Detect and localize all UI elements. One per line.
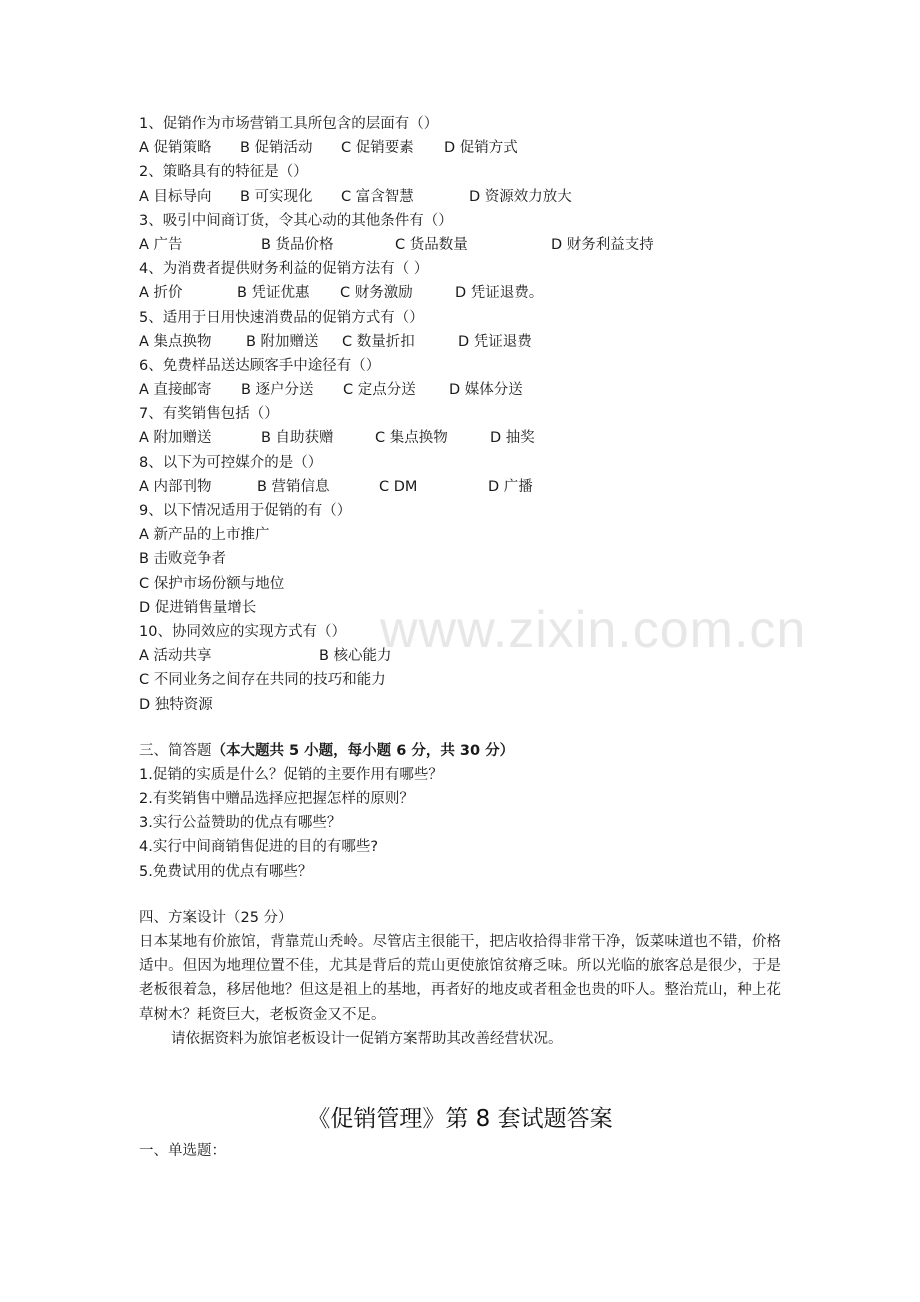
option: D 独特资源 bbox=[139, 696, 213, 713]
option: C 不同业务之间存在共同的技巧和能力 bbox=[139, 672, 386, 689]
question-2 bbox=[139, 160, 789, 208]
option: A 直接邮寄 bbox=[139, 382, 212, 399]
question-stem: 1、促销作为市场营销工具所包含的层面有（） bbox=[139, 116, 439, 132]
option: C 促销要素 bbox=[341, 140, 414, 157]
question-stem: 5、适用于日用快速消费品的促销方式有（） bbox=[139, 309, 424, 326]
option: B 核心能力 bbox=[319, 648, 392, 665]
option: A 附加赠送 bbox=[139, 430, 212, 447]
option: C 数量折扣 bbox=[342, 333, 415, 350]
option-row bbox=[139, 281, 789, 305]
short-answer-item: 5.免费试用的优点有哪些？ bbox=[139, 863, 313, 880]
option: C 保护市场份额与地位 bbox=[139, 575, 285, 592]
case-task: 请依据资料为旅馆老板设计一促销方案帮助其改善经营状况。 bbox=[171, 1030, 563, 1047]
option: B 凭证优惠 bbox=[237, 285, 310, 302]
section-heading-prefix: 三、简答题 bbox=[139, 742, 212, 759]
option: A 内部刊物 bbox=[139, 478, 212, 495]
option: B 可实现化 bbox=[240, 188, 313, 205]
option: D 凭证退费。 bbox=[455, 285, 544, 302]
section-case-design bbox=[139, 906, 789, 1051]
section-heading: 四、方案设计（25 分） bbox=[139, 909, 293, 926]
question-stem: 4、为消费者提供财务利益的促销方法有（ ） bbox=[139, 261, 429, 278]
option: A 促销策略 bbox=[139, 140, 212, 157]
option: A 广告 bbox=[139, 236, 183, 253]
question-6 bbox=[139, 354, 789, 402]
question-stem: 10、协同效应的实现方式有（） bbox=[139, 623, 346, 640]
option-row bbox=[139, 185, 789, 209]
option: D 财务利益支持 bbox=[551, 236, 654, 253]
option-row bbox=[139, 475, 789, 499]
short-answer-item: 2.有奖销售中赠品选择应把握怎样的原则？ bbox=[139, 791, 414, 808]
short-answer-item: 4.实行中间商销售促进的目的有哪些? bbox=[139, 839, 379, 856]
option: C DM bbox=[379, 478, 418, 495]
option-row bbox=[139, 233, 789, 257]
option: A 活动共享 bbox=[139, 648, 212, 665]
option: D 媒体分送 bbox=[449, 382, 523, 399]
short-answer-item: 3.实行公益赞助的优点有哪些？ bbox=[139, 815, 342, 832]
short-answer-item: 1.促销的实质是什么？促销的主要作用有哪些？ bbox=[139, 766, 443, 783]
option: B 逐户分送 bbox=[241, 382, 314, 399]
section-heading-detail: （本大题共 5 小题，每小题 6 分，共 30 分） bbox=[211, 742, 515, 759]
question-8 bbox=[139, 451, 789, 499]
question-stem: 7、有奖销售包括（） bbox=[139, 406, 279, 423]
option: D 广播 bbox=[488, 478, 533, 495]
option: B 货品价格 bbox=[261, 236, 334, 253]
option: A 折价 bbox=[139, 285, 183, 302]
option-row bbox=[139, 330, 789, 354]
question-3 bbox=[139, 209, 789, 257]
option: C 富含智慧 bbox=[341, 188, 414, 205]
option: A 新产品的上市推广 bbox=[139, 527, 270, 544]
option: B 营销信息 bbox=[257, 478, 330, 495]
option: C 财务激励 bbox=[340, 285, 413, 302]
option-row bbox=[139, 644, 789, 668]
question-stem: 2、策略具有的特征是（） bbox=[139, 164, 308, 181]
option: D 促进销售量增长 bbox=[139, 599, 257, 616]
multiple-choice-list bbox=[139, 112, 789, 499]
question-7 bbox=[139, 402, 789, 450]
section-short-answer bbox=[139, 739, 789, 884]
option: B 自助获赠 bbox=[261, 430, 334, 447]
option: C 定点分送 bbox=[343, 382, 416, 399]
question-1 bbox=[139, 112, 789, 160]
option-row bbox=[139, 136, 789, 160]
option: C 货品数量 bbox=[395, 236, 468, 253]
section-heading bbox=[139, 739, 789, 763]
option-row bbox=[139, 378, 789, 402]
answer-key-title: 《促销管理》第 8 套试题答案 bbox=[307, 1106, 613, 1132]
question-5 bbox=[139, 306, 789, 354]
option: C 集点换物 bbox=[375, 430, 448, 447]
question-9 bbox=[139, 499, 789, 620]
question-10 bbox=[139, 620, 789, 717]
option: B 促销活动 bbox=[240, 140, 313, 157]
option-row bbox=[139, 426, 789, 450]
exam-content bbox=[139, 112, 789, 1051]
question-stem: 3、吸引中间商订货，令其心动的其他条件有（） bbox=[139, 212, 453, 229]
question-stem: 6、免费样品送达顾客手中途径有（） bbox=[139, 357, 381, 374]
option: B 附加赠送 bbox=[246, 333, 319, 350]
watermark: www.zixin.com.cn bbox=[380, 601, 807, 659]
question-stem: 8、以下为可控媒介的是（） bbox=[139, 454, 323, 471]
option: A 集点换物 bbox=[139, 333, 212, 350]
answer-key-subtitle: 一、单选题： bbox=[139, 1143, 226, 1159]
option: D 促销方式 bbox=[444, 140, 518, 157]
option: B 击败竞争者 bbox=[139, 551, 227, 568]
option: D 资源效力放大 bbox=[469, 188, 572, 205]
option: D 凭证退费 bbox=[458, 333, 532, 350]
case-text: 日本某地有价旅馆，背靠荒山秃岭。尽管店主很能干，把店收拾得非常干净，饭菜味道也不错，价格适中。但因为地理位置不佳，尤其是背后的荒山更使旅馆贫瘠乏味。所以光临的旅客总是很少，于是老板很着急，移居他地？但这是祖上的基地，再者好的地皮或者租金也贵的吓人。整治荒山，种上花草树木？耗资巨大，老板资金又不足。 bbox=[139, 934, 781, 1023]
option: A 目标导向 bbox=[139, 188, 212, 205]
question-4 bbox=[139, 257, 789, 305]
option: D 抽奖 bbox=[490, 430, 535, 447]
question-stem: 9、以下情况适用于促销的有（） bbox=[139, 503, 352, 519]
